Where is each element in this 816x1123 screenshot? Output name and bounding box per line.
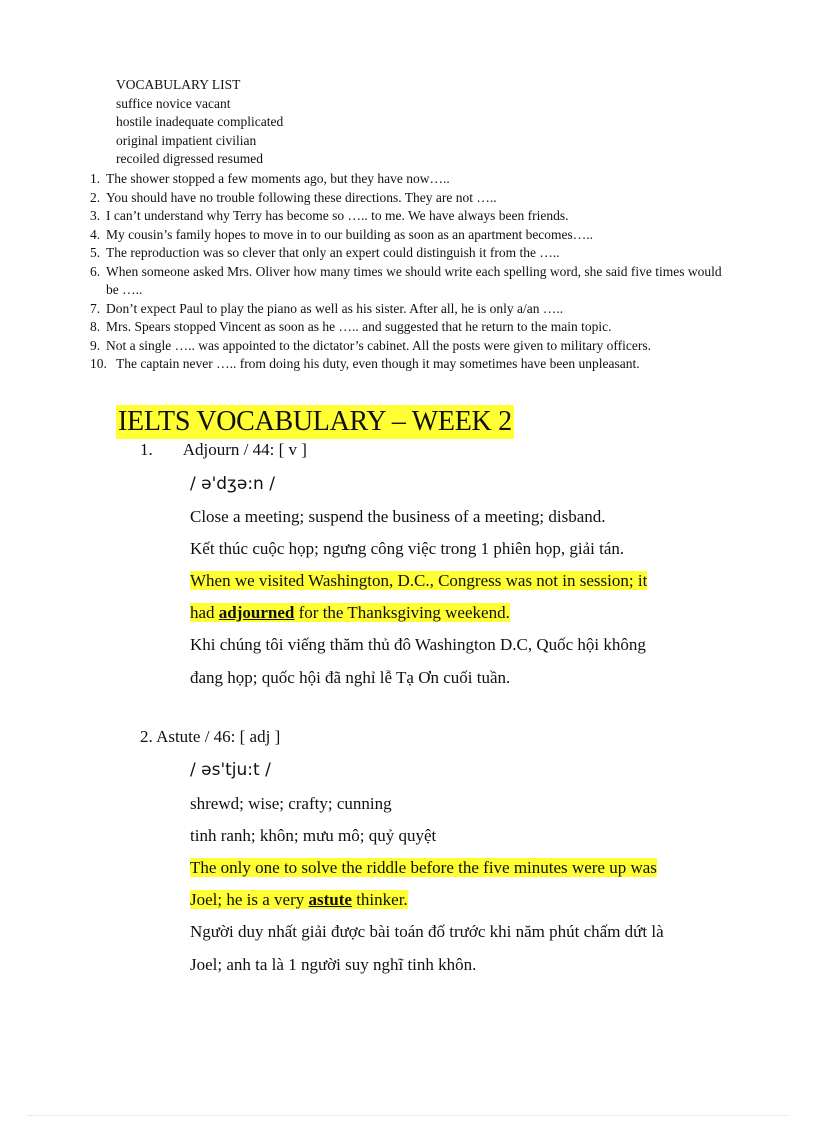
question-item — [90, 170, 730, 189]
page-bottom-divider — [28, 1115, 788, 1116]
entry-heading — [140, 727, 280, 747]
entry-title: Astute / 46: [ adj ] — [156, 727, 281, 746]
vocabulary-row: original impatient civilian — [116, 132, 257, 148]
question-text: When someone asked Mrs. Oliver how many times we should write each spelling word, she said five times would be ….. — [106, 263, 722, 297]
example-sentence — [190, 603, 510, 623]
vocabulary-row: hostile inadequate complicated — [116, 114, 284, 129]
question-item — [90, 244, 730, 263]
question-number: 10. — [90, 356, 107, 371]
question-item — [90, 318, 730, 337]
example-line: When we visited Washington, D.C., Congress was not in session; it — [190, 571, 648, 590]
example-line — [190, 603, 510, 622]
pronunciation: / əs'tju:t / — [190, 760, 271, 780]
question-number: 6. — [90, 263, 101, 279]
question-text: My cousin’s family hopes to move in to our building as soon as an apartment becomes….. — [106, 226, 594, 242]
keyword: adjourned — [218, 603, 295, 622]
question-number: 1. — [90, 171, 101, 186]
entry-number: 1. — [140, 440, 153, 459]
question-item — [90, 355, 730, 374]
definition-vietnamese: Kết thúc cuộc họp; ngưng công việc trong 1 phiên họp, giải tán. — [190, 539, 625, 558]
pronunciation: / ə'dʒə:n / — [190, 474, 275, 494]
question-text: The captain never ….. from doing his duty, even though it may sometimes have been unpleasant. — [116, 356, 640, 371]
question-text: You should have no trouble following these directions. They are not ….. — [106, 189, 497, 205]
vocabulary-list-title: VOCABULARY LIST — [116, 77, 241, 92]
question-item — [90, 263, 730, 300]
vocabulary-list — [116, 76, 283, 169]
question-text: The shower stopped a few moments ago, but they have now….. — [106, 171, 450, 186]
example-translation: Người duy nhất giải được bài toán đố trước khi năm phút chấm dứt là — [190, 922, 664, 941]
question-text: Not a single ….. was appointed to the dictator’s cabinet. All the posts were given to military officers. — [106, 337, 652, 353]
entry-number: 2. — [140, 727, 153, 746]
question-text: Mrs. Spears stopped Vincent as soon as he ….. and suggested that he return to the main topic. — [106, 319, 612, 334]
example-text: had — [190, 603, 219, 622]
example-text: Joel; he is a very — [190, 890, 309, 909]
entry-title: Adjourn / 44: [ v ] — [182, 440, 307, 459]
entry-heading — [140, 440, 307, 460]
question-number: 3. — [90, 208, 101, 223]
definition-english: Close a meeting; suspend the business of a meeting; disband. — [190, 507, 606, 526]
question-number: 8. — [90, 319, 101, 334]
definition-english: shrewd; wise; crafty; cunning — [190, 794, 392, 813]
question-item — [90, 189, 730, 208]
definition-vietnamese: tinh ranh; khôn; mưu mô; quỷ quyệt — [190, 826, 437, 845]
example-sentence — [190, 858, 657, 878]
question-number: 9. — [90, 337, 101, 353]
example-translation: đang họp; quốc hội đã nghỉ lễ Tạ Ơn cuối tuần. — [190, 668, 511, 687]
question-text: Don’t expect Paul to play the piano as well as his sister. After all, he is only a/an ….. — [106, 300, 564, 316]
question-item — [90, 337, 730, 356]
question-item — [90, 207, 730, 226]
example-text: thinker. — [351, 890, 408, 909]
vocabulary-row: suffice novice vacant — [116, 95, 231, 111]
vocabulary-row: recoiled digressed resumed — [116, 151, 263, 166]
question-number: 2. — [90, 189, 101, 205]
example-sentence — [190, 571, 647, 591]
example-translation: Khi chúng tôi viếng thăm thủ đô Washington D.C, Quốc hội không — [190, 635, 646, 654]
question-item — [90, 300, 730, 319]
example-text: for the Thanksgiving weekend. — [294, 603, 510, 622]
keyword: astute — [308, 890, 352, 909]
question-text: The reproduction was so clever that only an expert could distinguish it from the ….. — [106, 245, 560, 260]
question-text: I can’t understand why Terry has become so ….. to me. We have always been friends. — [106, 208, 569, 223]
example-line — [190, 890, 408, 909]
example-translation: Joel; anh ta là 1 người suy nghĩ tinh khôn. — [190, 955, 477, 974]
question-number: 4. — [90, 226, 101, 242]
section-heading: IELTS VOCABULARY – WEEK 2 — [118, 406, 512, 437]
question-number: 7. — [90, 300, 101, 316]
exercise-questions — [90, 170, 730, 374]
example-sentence — [190, 890, 408, 910]
question-item — [90, 226, 730, 245]
example-line: The only one to solve the riddle before the five minutes were up was — [190, 858, 657, 877]
question-number: 5. — [90, 245, 101, 260]
